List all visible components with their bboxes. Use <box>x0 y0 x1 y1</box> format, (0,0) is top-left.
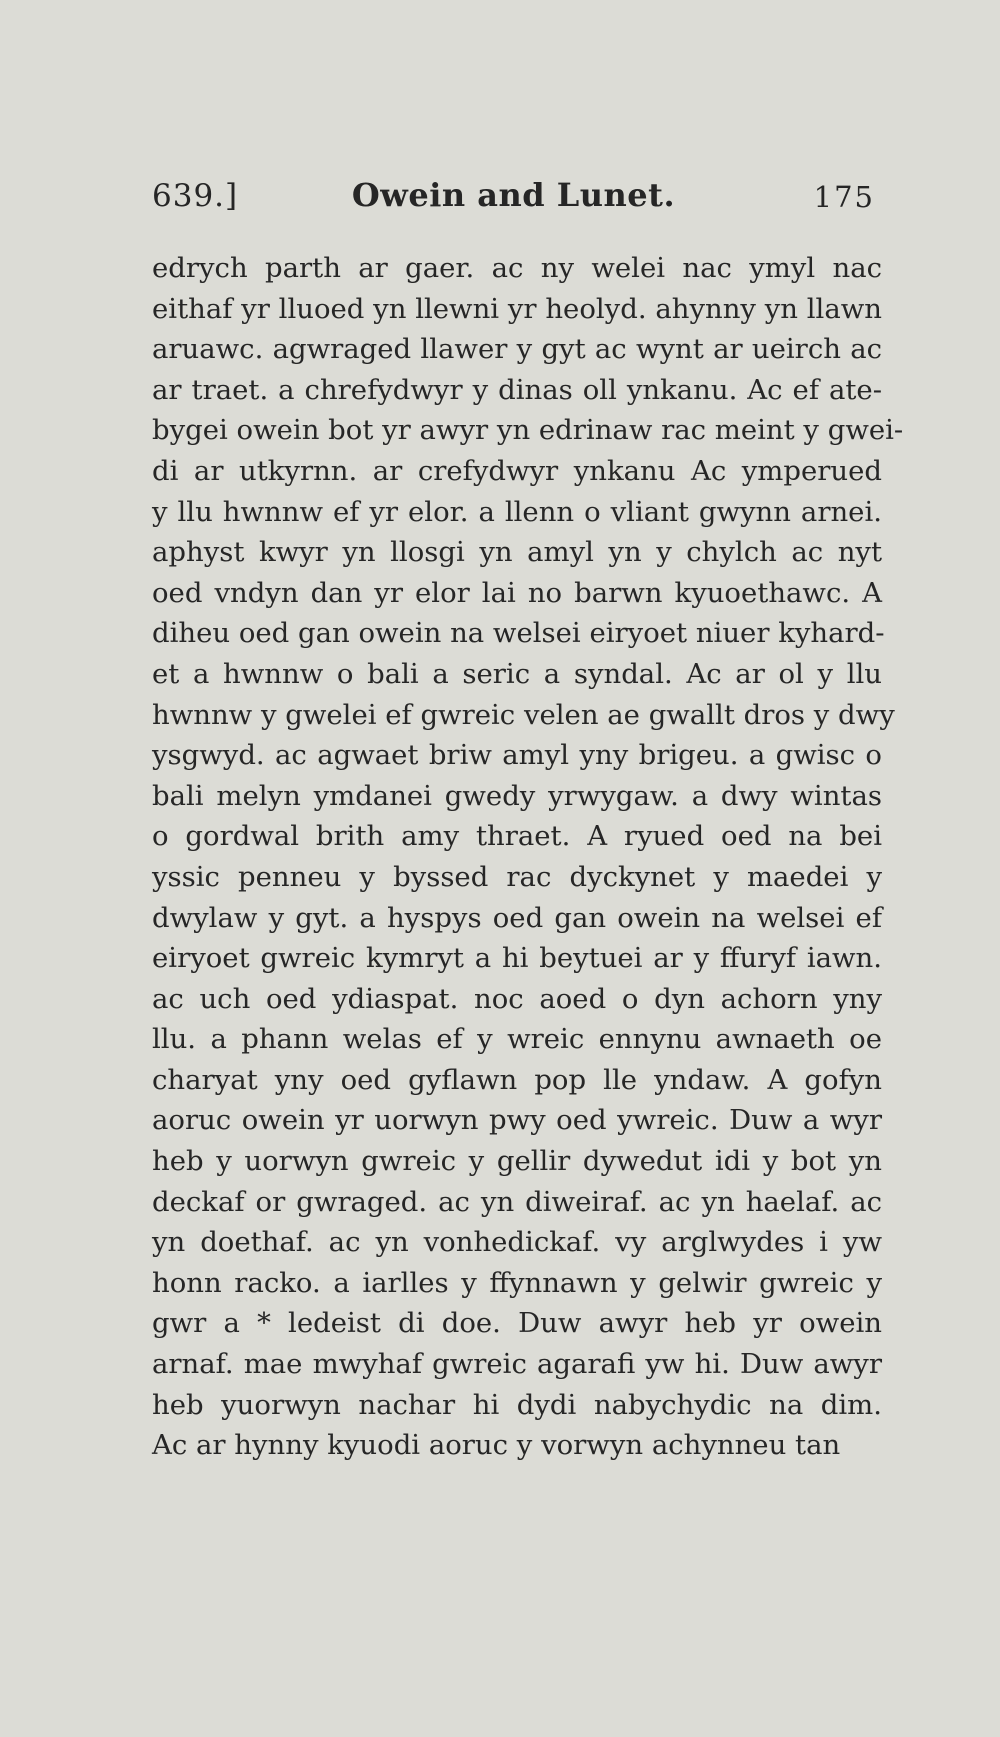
text-line: hwnnw y gwelei ef gwreic velen ae gwallt dros y dwy <box>152 698 895 731</box>
text-line: yssic penneu y byssed rac dyckynet y maedei y <box>152 860 882 893</box>
text-line: aoruc owein yr uorwyn pwy oed ywreic. Duw a wyr <box>152 1104 882 1137</box>
text-line: o gordwal brith amy thraet. A ryued oed na bei <box>152 820 882 853</box>
text-line: edrych parth ar gaer. ac ny welei nac ymyl nac <box>152 252 882 284</box>
page-number: 175 <box>813 180 875 214</box>
text-line: honn racko. a iarlles y ffynnawn y gelwir gwreic y <box>152 1266 882 1299</box>
text-line: eiryoet gwreic kymryt a hi beytuei ar y ffuryf iawn. <box>152 942 882 975</box>
text-line: ac uch oed ydiaspat. noc aoed o dyn achorn yny <box>152 982 882 1015</box>
text-line: ysgwyd. ac agwaet briw amyl yny brigeu. a gwisc o <box>152 739 882 772</box>
text-line: y llu hwnnw ef yr elor. a llenn o vliant gwynn arnei. <box>152 495 882 528</box>
text-line: yn doethaf. ac yn vonhedickaf. vy arglwydes i yw <box>152 1226 882 1259</box>
page-reference: 639.] <box>152 178 239 214</box>
text-line: eithaf yr lluoed yn llewni yr heolyd. ahynny yn llawn <box>152 292 882 325</box>
text-line: diheu oed gan owein na welsei eiryoet niuer kyhard- <box>152 617 885 650</box>
text-line: deckaf or gwraged. ac yn diweiraf. ac yn haelaf. ac <box>152 1185 882 1218</box>
text-line: bygei owein bot yr awyr yn edrinaw rac meint y gwei- <box>152 414 904 447</box>
text-line: gwr a * ledeist di doe. Duw awyr heb yr owein <box>152 1307 882 1340</box>
running-title: Owein and Lunet. <box>351 176 676 214</box>
text-line: et a hwnnw o bali a seric a syndal. Ac ar ol y llu <box>152 657 882 690</box>
text-line: di ar utkyrnn. ar crefydwyr ynkanu Ac ymperued <box>152 454 882 487</box>
text-line: bali melyn ymdanei gwedy yrwygaw. a dwy wintas <box>152 779 882 812</box>
text-line: oed vndyn dan yr elor lai no barwn kyuoethawc. A <box>152 576 882 609</box>
text-line: arnaf. mae mwyhaf gwreic agarafi yw hi. Duw awyr <box>152 1348 882 1381</box>
text-line: dwylaw y gyt. a hyspys oed gan owein na welsei ef <box>152 901 882 934</box>
text-line: aphyst kwyr yn llosgi yn amyl yn y chylch ac nyt <box>152 536 882 569</box>
text-line: aruawc. agwraged llawer y gyt ac wynt ar ueirch ac <box>152 333 882 366</box>
text-line: heb y uorwyn gwreic y gellir dywedut idi y bot yn <box>152 1145 882 1178</box>
text-line: heb yuorwyn nachar hi dydi nabychydic na dim. <box>152 1388 882 1421</box>
page-header <box>152 178 875 228</box>
text-line: Ac ar hynny kyuodi aoruc y vorwyn achynneu tan <box>152 1429 841 1462</box>
text-line: charyat yny oed gyflawn pop lle yndaw. A gofyn <box>152 1063 882 1096</box>
body-text <box>152 248 904 1466</box>
text-line: llu. a phann welas ef y wreic ennynu awnaeth oe <box>152 1023 882 1056</box>
text-line: ar traet. a chrefydwyr y dinas oll ynkanu. Ac ef ate- <box>152 373 882 406</box>
